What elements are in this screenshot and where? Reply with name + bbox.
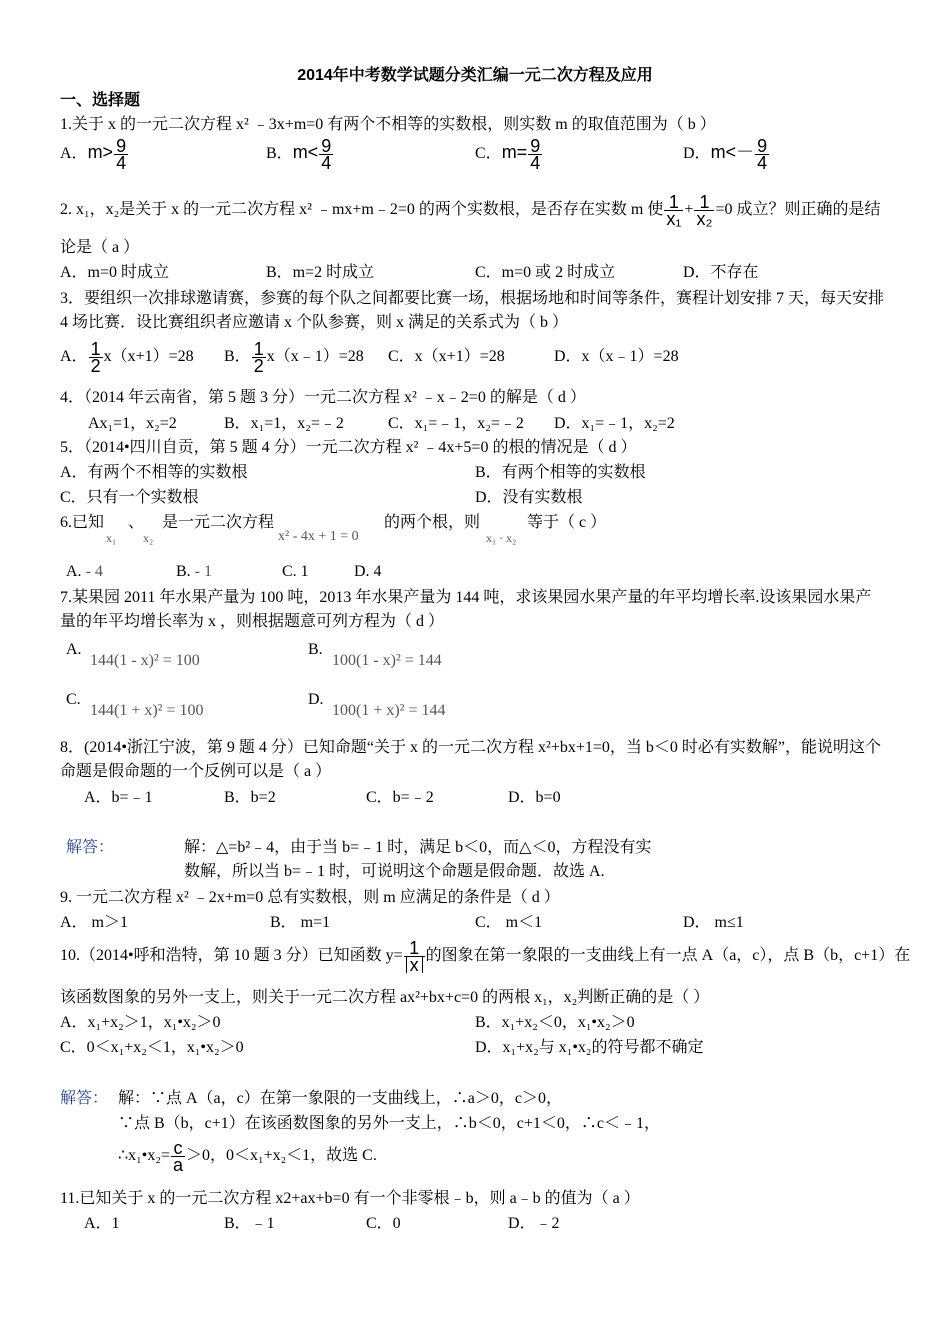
q10-solution-label: 解答： (60, 1090, 109, 1107)
q3-option-d: D．x（x﹣1）=28 (554, 348, 679, 365)
q9-option-a: A． m＞1 (60, 914, 129, 931)
page-title: 2014年中考数学试题分类汇编一元二次方程及应用 (297, 67, 653, 84)
q11-option-c: C．0 (366, 1215, 401, 1232)
q10-option-c: C．0＜x₁+x₂＜1，x₁•x₂＞0 (60, 1039, 244, 1056)
q4-option-d: D．x₁=﹣1，x₂=2 (554, 415, 675, 432)
q1-option-d: D．m<－ $\frac{9}{4}$ (683, 136, 768, 173)
q10-stem-cont: 该函数图象的另外一支上，则关于一元二次方程 ax²+bx+c=0 的两根 x₁，x₂判断正确的是（ ） (60, 989, 710, 1006)
q1-option-b: B．m< $\frac{9}{4}$ (266, 136, 332, 173)
q10-solution-line3: ∴x₁•x₂= $\frac{c}{a}$ ＞0，0＜x₁+x₂＜1，故选 C. (118, 1137, 377, 1175)
q6-stem-a: 6.已知 (60, 514, 105, 531)
q5-option-d: D．没有实数根 (475, 489, 583, 506)
q11-option-b: B．﹣1 (224, 1215, 275, 1232)
q7-option-a-eq: 144(1 - x)² = 100 (90, 652, 200, 669)
q4-option-b: B．x₁=1，x₂=﹣2 (224, 415, 344, 432)
q11-option-d: D．﹣2 (508, 1215, 560, 1232)
q7-option-c-label: C. (66, 691, 81, 708)
q8-solution-line2: 数解，所以当 b=﹣1 时，可说明这个命题是假命题．故选 A. (184, 863, 605, 880)
q8-solution-line1: 解：△=b²﹣4，由于当 b=﹣1 时，满足 b＜0，而△＜0，方程没有实 (184, 839, 652, 856)
q6-option-b: B. - 1 (176, 563, 212, 580)
q1-option-a: A．m> $\frac{9}{4}$ (60, 136, 127, 173)
q8-option-d: D．b=0 (508, 789, 561, 806)
q5-option-c: C．只有一个实数根 (60, 489, 199, 506)
q2-option-a: A．m=0 时成立 (60, 264, 170, 281)
q7-option-d-eq: 100(1 + x)² = 144 (332, 702, 446, 719)
q5-option-a: A．有两个不相等的实数根 (60, 464, 248, 481)
q5-stem: 5．（2014•四川自贡，第 5 题 4 分）一元二次方程 x² ﹣4x+5=0 的根的情况是（ d ） (60, 439, 637, 456)
q3-stem-cont: 4 场比赛．设比赛组织者应邀请 x 个队参赛，则 x 满足的关系式为（ b ） (60, 314, 569, 331)
q8-stem-cont: 命题是假命题的一个反例可以是（ a ） (60, 763, 332, 780)
q2-stem: 2. x₁，x₂是关于 x 的一元二次方程 x² ﹣mx+m﹣2=0 的两个实数根，是否存在实数 m 使 $\frac{1}{\text{x₁}}$ + $\frac{1}{\text{x₂}}$ =0 成立？则正确的是结 (60, 191, 881, 229)
q11-option-a: A．1 (84, 1215, 120, 1232)
q4-option-a: Ax₁=1，x₂=2 (88, 415, 177, 432)
q7-option-c-eq: 144(1 + x)² = 100 (90, 702, 204, 719)
section-heading: 一、选择题 (60, 92, 141, 109)
q9-option-c: C． m＜1 (475, 914, 543, 931)
q10-stem: 10.（2014•呼和浩特，第 10 题 3 分）已知函数 y= $\frac{1}{x}$ 的图象在第一象限的一支曲线上有一点 A（a，c），点 B（b，c+1）在 (60, 937, 911, 975)
q9-option-d: D． m≤1 (683, 914, 744, 931)
q7-option-d-label: D. (308, 691, 324, 708)
q10-option-d: D．x₁+x₂与 x₁•x₂的符号都不确定 (475, 1039, 704, 1056)
q9-stem: 9. 一元二次方程 x² ﹣2x+m=0 总有实数根，则 m 应满足的条件是（ d ） (60, 889, 560, 906)
q9-option-b: B． m=1 (270, 914, 331, 931)
q7-option-b-label: B. (308, 641, 323, 658)
q7-option-a-label: A. (66, 641, 82, 658)
q6-equation: x² - 4x + 1 = 0 (278, 529, 359, 544)
q6-stem-c: 的两个根，则 (384, 514, 481, 531)
q3-option-c: C．x（x+1）=28 (388, 348, 505, 365)
q11-stem: 11.已知关于 x 的一元二次方程 x2+ax+b=0 有一个非零根﹣b，则 a﹣b 的值为（ a ） (60, 1190, 640, 1207)
q6-stem-d: 等于（ c ） (527, 514, 607, 531)
q1-stem: 1.关于 x 的一元二次方程 x² ﹣3x+m=0 有两个不相等的实数根，则实数 m 的取值范围为（ b ） (60, 116, 716, 133)
q10-solution-line2: ∵点 B（b，c+1）在该函数图象的另外一支上，∴b＜0，c+1＜0，∴c＜﹣1， (118, 1115, 661, 1132)
q6-x1: x₁ (106, 531, 117, 545)
q6-x2: x₂ (143, 531, 154, 545)
q10-option-b: B．x₁+x₂＜0，x₁•x₂＞0 (475, 1014, 635, 1031)
q7-option-b-eq: 100(1 - x)² = 144 (332, 652, 442, 669)
q6-option-d: D. 4 (354, 563, 382, 580)
q10-option-a: A．x₁+x₂＞1，x₁•x₂＞0 (60, 1014, 221, 1031)
q6-separator: 、 (128, 514, 145, 531)
q3-stem: 3．要组织一次排球邀请赛，参赛的每个队之间都要比赛一场，根据场地和时间等条件，赛程计划安排 7 天，每天安排 (60, 290, 885, 307)
q10-solution-line1: 解：∵点 A（a，c）在第一象限的一支曲线上，∴a＞0，c＞0， (118, 1090, 562, 1107)
q6-product: x₁ · x₂ (486, 531, 517, 545)
q1-option-c: C．m= $\frac{9}{4}$ (475, 136, 541, 173)
q2-option-b: B．m=2 时成立 (266, 264, 375, 281)
q5-option-b: B．有两个相等的实数根 (475, 464, 646, 481)
q8-option-a: A．b=﹣1 (84, 789, 153, 806)
q2-option-d: D．不存在 (683, 264, 759, 281)
q2-stem-cont: 论是（ a ） (60, 239, 140, 256)
q3-option-a: A． $\frac{1}{2}$ x（x+1）=28 (60, 338, 194, 376)
q8-option-b: B．b=2 (224, 789, 276, 806)
q2-option-c: C．m=0 或 2 时成立 (475, 264, 616, 281)
q4-option-c: C．x₁=﹣1，x₂=﹣2 (388, 415, 524, 432)
q6-option-a: A. - 4 (66, 563, 103, 580)
q7-stem-cont: 量的年平均增长率为 x ，则根据题意可列方程为（ d ） (60, 613, 445, 630)
q8-solution-label: 解答： (66, 839, 115, 856)
q8-stem: 8．(2014•浙江宁波，第 9 题 4 分）已知命题“关于 x 的一元二次方程 x²+bx+1=0，当 b＜0 时必有实数解”，能说明这个 (60, 739, 882, 756)
q4-stem: 4．（2014 年云南省，第 5 题 3 分）一元二次方程 x² ﹣x﹣2=0 的解是（ d ） (60, 389, 586, 406)
q6-option-c: C. 1 (282, 563, 309, 580)
q6-stem-b: 是一元二次方程 (162, 514, 275, 531)
q7-stem: 7.某果园 2011 年水果产量为 100 吨，2013 年水果产量为 144 吨，求该果园水果产量的年平均增长率.设该果园水果产 (60, 589, 872, 606)
q3-option-b: B． $\frac{1}{2}$ x（x﹣1）=28 (224, 338, 364, 376)
q8-option-c: C．b=﹣2 (366, 789, 434, 806)
